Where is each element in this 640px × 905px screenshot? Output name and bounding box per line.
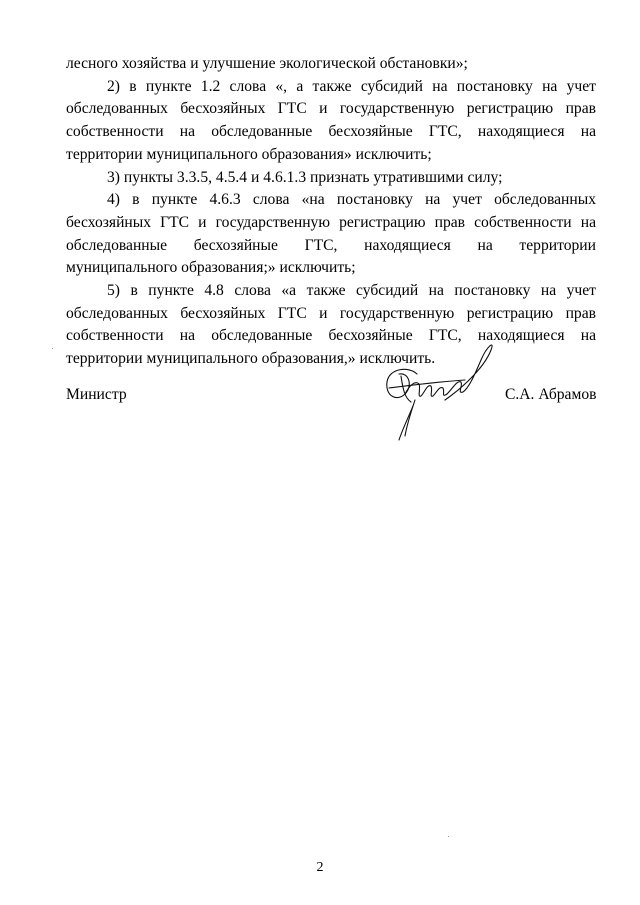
paragraph-item-5: 5) в пункте 4.8 слова «а также субсидий на постановку на учет обследованных бесхозяйных ГТС и государственную регистрацию прав собственности на обследованные бесхозяйные ГТС, находящиеся на территории муниципального образования,» исключить.	[66, 282, 596, 368]
page-number: 2	[316, 860, 324, 875]
document-body	[66, 53, 596, 371]
paragraph-item-4: 4) в пункте 4.6.3 слова «на постановку на учет обследованных бесхозяйных ГТС и государственную регистрацию прав собственности на обследованные бесхозяйные ГТС, находящиеся на территории муниципального образования;» исключить;	[66, 191, 596, 277]
signatory-name: С.А. Абрамов	[505, 386, 597, 403]
paragraph-continuation: лесного хозяйства и улучшение экологической обстановки»;	[66, 55, 468, 72]
paragraph-item-2: 2) в пункте 1.2 слова «, а также субсидий на постановку на учет обследованных бесхозяйных ГТС и государственную регистрацию прав собственности на обследованные бесхозяйные ГТС, находящиеся на территории муниципального образования» исключить;	[66, 77, 596, 163]
scan-speck	[52, 348, 53, 349]
paragraph-item-3: 3) пункты 3.3.5, 4.5.4 и 4.6.1.3 признать утратившими силу;	[107, 168, 503, 186]
handwritten-signature	[365, 336, 505, 446]
scan-speck	[448, 836, 449, 837]
signatory-position: Министр	[66, 386, 127, 403]
